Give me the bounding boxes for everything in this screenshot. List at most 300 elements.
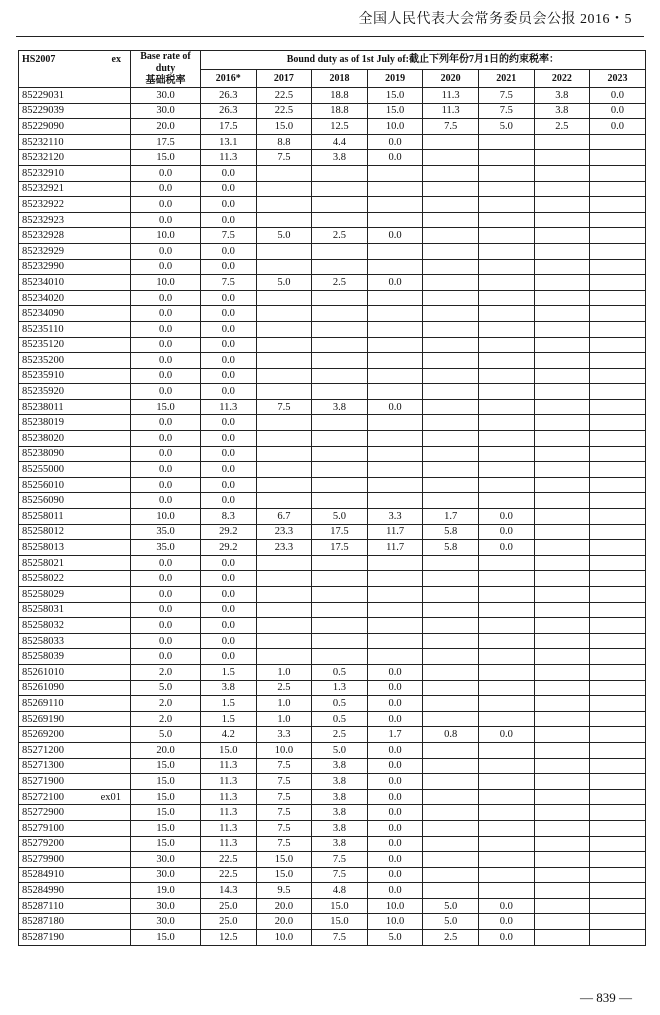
bound-duty-cell xyxy=(478,290,534,306)
bound-duty-cell xyxy=(423,415,479,431)
bound-duty-cell xyxy=(478,836,534,852)
bound-duty-cell xyxy=(590,555,646,571)
bound-duty-cell: 0.0 xyxy=(201,618,257,634)
base-rate-cell: 30.0 xyxy=(131,852,201,868)
bound-duty-table xyxy=(18,50,646,946)
bound-duty-cell xyxy=(590,321,646,337)
bound-duty-cell xyxy=(478,243,534,259)
table-row xyxy=(19,243,646,259)
bound-duty-cell: 15.0 xyxy=(367,88,423,104)
bound-duty-cell xyxy=(590,836,646,852)
bound-duty-cell: 15.0 xyxy=(201,742,257,758)
base-rate-cell: 15.0 xyxy=(131,789,201,805)
base-rate-cell: 20.0 xyxy=(131,119,201,135)
bound-duty-cell xyxy=(367,571,423,587)
bound-duty-cell: 0.0 xyxy=(201,181,257,197)
bound-duty-cell: 3.8 xyxy=(534,88,590,104)
bound-duty-cell xyxy=(312,353,368,369)
bound-duty-cell xyxy=(590,150,646,166)
hs-code-cell xyxy=(19,181,131,197)
bound-duty-cell: 1.0 xyxy=(256,664,312,680)
hs-code: 85235110 xyxy=(22,323,64,335)
bound-duty-cell: 18.8 xyxy=(312,103,368,119)
bound-duty-cell xyxy=(590,930,646,946)
bound-duty-cell xyxy=(423,306,479,322)
bound-duty-cell: 3.8 xyxy=(312,805,368,821)
hs-code: 85235910 xyxy=(22,370,64,382)
hs-code-cell xyxy=(19,290,131,306)
bound-duty-cell: 8.8 xyxy=(256,134,312,150)
bound-duty-cell: 0.0 xyxy=(201,446,257,462)
bound-duty-cell: 0.0 xyxy=(201,337,257,353)
bound-duty-cell: 0.0 xyxy=(367,774,423,790)
bound-duty-cell: 15.0 xyxy=(256,867,312,883)
bound-duty-cell: 1.0 xyxy=(256,696,312,712)
page-header-title: 全国人民代表大会常务委员会公报 2016・5 xyxy=(358,12,632,27)
table-row xyxy=(19,212,646,228)
bound-duty-cell xyxy=(312,555,368,571)
bound-duty-cell xyxy=(478,306,534,322)
hs-code: 85258032 xyxy=(22,619,64,631)
bound-duty-cell: 5.8 xyxy=(423,524,479,540)
bound-duty-cell xyxy=(312,587,368,603)
bound-duty-cell: 11.3 xyxy=(201,758,257,774)
bound-duty-cell xyxy=(256,181,312,197)
bound-duty-cell: 11.3 xyxy=(201,836,257,852)
bound-duty-cell xyxy=(590,353,646,369)
bound-duty-cell xyxy=(367,587,423,603)
bound-duty-cell xyxy=(367,618,423,634)
bound-duty-cell xyxy=(534,727,590,743)
bound-duty-cell xyxy=(256,368,312,384)
table-row xyxy=(19,618,646,634)
bound-duty-cell: 11.3 xyxy=(201,150,257,166)
bound-duty-cell xyxy=(256,602,312,618)
base-rate-cell: 0.0 xyxy=(131,618,201,634)
bound-duty-cell: 11.3 xyxy=(201,399,257,415)
table-row xyxy=(19,259,646,275)
bound-duty-cell xyxy=(590,134,646,150)
bound-duty-cell xyxy=(423,337,479,353)
bound-duty-cell xyxy=(590,649,646,665)
bound-duty-cell xyxy=(367,243,423,259)
hs-code-cell xyxy=(19,649,131,665)
bound-duty-cell xyxy=(478,415,534,431)
bound-duty-cell xyxy=(312,384,368,400)
hs-code: 85258013 xyxy=(22,542,64,554)
bound-duty-cell xyxy=(256,212,312,228)
bound-duty-cell xyxy=(478,680,534,696)
bound-duty-cell xyxy=(534,353,590,369)
hs-code: 85261090 xyxy=(22,682,64,694)
bound-duty-cell xyxy=(590,509,646,525)
bound-duty-cell xyxy=(478,181,534,197)
table-row xyxy=(19,711,646,727)
bound-duty-cell xyxy=(367,165,423,181)
bound-duty-cell xyxy=(534,898,590,914)
bound-duty-cell xyxy=(534,836,590,852)
bound-duty-cell: 29.2 xyxy=(201,540,257,556)
bound-duty-cell xyxy=(590,571,646,587)
table-row xyxy=(19,134,646,150)
bound-duty-cell: 0.0 xyxy=(201,462,257,478)
bound-duty-cell: 3.8 xyxy=(312,774,368,790)
bound-duty-cell xyxy=(590,306,646,322)
hs-code: 85258021 xyxy=(22,557,64,569)
hs-code: 85258011 xyxy=(22,510,64,522)
bound-duty-cell: 7.5 xyxy=(256,789,312,805)
bound-duty-cell xyxy=(256,165,312,181)
bound-duty-cell: 22.5 xyxy=(201,867,257,883)
hs-code-cell xyxy=(19,633,131,649)
bound-duty-cell xyxy=(478,446,534,462)
table-row xyxy=(19,197,646,213)
table-row xyxy=(19,883,646,899)
bound-duty-cell: 6.7 xyxy=(256,509,312,525)
bound-duty-cell: 9.5 xyxy=(256,883,312,899)
bound-duty-cell xyxy=(590,197,646,213)
bound-duty-cell: 7.5 xyxy=(312,852,368,868)
hs-code-cell xyxy=(19,306,131,322)
bound-duty-cell xyxy=(423,696,479,712)
bound-duty-cell xyxy=(256,633,312,649)
bound-duty-cell xyxy=(423,493,479,509)
bound-duty-cell xyxy=(423,602,479,618)
table-row xyxy=(19,399,646,415)
base-rate-cell: 0.0 xyxy=(131,493,201,509)
bound-duty-cell xyxy=(590,181,646,197)
bound-duty-cell xyxy=(590,290,646,306)
bound-duty-cell xyxy=(590,243,646,259)
base-rate-cell: 0.0 xyxy=(131,477,201,493)
bound-duty-cell: 5.0 xyxy=(312,742,368,758)
hs-code: 85234010 xyxy=(22,276,64,288)
base-rate-cell: 15.0 xyxy=(131,805,201,821)
bound-duty-cell xyxy=(534,758,590,774)
table-row xyxy=(19,914,646,930)
bound-duty-cell: 0.0 xyxy=(201,571,257,587)
bound-duty-cell xyxy=(534,618,590,634)
bound-duty-cell xyxy=(534,602,590,618)
bound-duty-cell xyxy=(534,493,590,509)
bound-duty-cell xyxy=(534,852,590,868)
base-rate-cell: 0.0 xyxy=(131,165,201,181)
bound-duty-cell xyxy=(534,680,590,696)
bound-duty-cell: 0.0 xyxy=(367,852,423,868)
bound-duty-cell xyxy=(590,228,646,244)
bound-duty-cell: 3.8 xyxy=(312,820,368,836)
bound-duty-cell xyxy=(590,446,646,462)
bound-duty-cell: 0.0 xyxy=(201,477,257,493)
bound-duty-cell: 3.8 xyxy=(312,789,368,805)
bound-duty-cell: 0.0 xyxy=(367,867,423,883)
bound-duty-cell xyxy=(590,493,646,509)
base-rate-cell: 0.0 xyxy=(131,212,201,228)
bound-duty-cell xyxy=(423,212,479,228)
hs-code: 85234020 xyxy=(22,292,64,304)
bound-duty-cell: 15.0 xyxy=(312,914,368,930)
table-row xyxy=(19,930,646,946)
base-rate-cell: 0.0 xyxy=(131,181,201,197)
bound-duty-cell xyxy=(590,820,646,836)
bound-duty-cell: 7.5 xyxy=(256,805,312,821)
bound-duty-cell: 0.0 xyxy=(367,664,423,680)
page-number: — 839 — xyxy=(580,990,632,1005)
bound-duty-cell xyxy=(534,742,590,758)
table-row xyxy=(19,696,646,712)
hs-code: 85271200 xyxy=(22,744,64,756)
table-row xyxy=(19,727,646,743)
hs-code-cell xyxy=(19,399,131,415)
bound-duty-cell xyxy=(478,337,534,353)
bound-duty-cell: 15.0 xyxy=(367,103,423,119)
bound-duty-cell xyxy=(423,321,479,337)
bound-duty-cell: 0.0 xyxy=(478,540,534,556)
bound-duty-cell xyxy=(478,867,534,883)
hs-code: 85279100 xyxy=(22,822,64,834)
bound-duty-cell xyxy=(256,618,312,634)
bound-duty-cell xyxy=(478,587,534,603)
bound-duty-cell xyxy=(534,789,590,805)
bound-duty-cell: 0.0 xyxy=(201,431,257,447)
bound-duty-cell xyxy=(256,587,312,603)
bound-duty-cell xyxy=(590,462,646,478)
table-row xyxy=(19,337,646,353)
hs-code: 85279200 xyxy=(22,838,64,850)
hs-code: 85229031 xyxy=(22,89,64,101)
bound-duty-cell xyxy=(423,774,479,790)
bound-duty-cell xyxy=(590,758,646,774)
bound-duty-cell: 15.0 xyxy=(256,119,312,135)
bound-duty-cell: 4.2 xyxy=(201,727,257,743)
bound-duty-cell: 0.8 xyxy=(423,727,479,743)
bound-duty-cell xyxy=(256,306,312,322)
bound-duty-cell: 3.3 xyxy=(367,509,423,525)
bound-duty-cell xyxy=(534,540,590,556)
bound-duty-cell: 0.0 xyxy=(478,509,534,525)
table-row xyxy=(19,88,646,104)
bound-duty-cell: 5.0 xyxy=(478,119,534,135)
bound-duty-cell: 12.5 xyxy=(201,930,257,946)
hs-code-cell xyxy=(19,867,131,883)
bound-duty-cell: 1.5 xyxy=(201,696,257,712)
bound-duty-cell xyxy=(478,384,534,400)
bound-duty-cell: 3.8 xyxy=(312,836,368,852)
bound-duty-cell xyxy=(478,321,534,337)
bound-duty-cell xyxy=(534,415,590,431)
bound-duty-cell xyxy=(590,867,646,883)
table-row xyxy=(19,368,646,384)
bound-duty-cell xyxy=(312,649,368,665)
bound-duty-cell xyxy=(367,633,423,649)
base-rate-cell: 30.0 xyxy=(131,914,201,930)
bound-duty-cell: 0.0 xyxy=(201,306,257,322)
bound-duty-cell xyxy=(478,353,534,369)
hs-code: 85287190 xyxy=(22,931,64,943)
bound-duty-cell: 0.0 xyxy=(201,649,257,665)
bound-duty-cell: 3.8 xyxy=(201,680,257,696)
bound-duty-cell: 13.1 xyxy=(201,134,257,150)
bound-duty-cell xyxy=(590,212,646,228)
hs-code: 85232990 xyxy=(22,261,64,273)
table-row xyxy=(19,820,646,836)
bound-duty-cell: 7.5 xyxy=(256,399,312,415)
table-row xyxy=(19,805,646,821)
bound-duty-cell xyxy=(367,602,423,618)
hs-code-cell xyxy=(19,150,131,166)
bound-duty-cell xyxy=(367,259,423,275)
bound-duty-cell: 1.7 xyxy=(423,509,479,525)
header-divider xyxy=(16,36,644,37)
bound-duty-cell: 0.0 xyxy=(367,789,423,805)
bound-duty-cell xyxy=(367,181,423,197)
table-row xyxy=(19,540,646,556)
bound-duty-cell: 4.8 xyxy=(312,883,368,899)
hs-code: 85232928 xyxy=(22,230,64,242)
bound-duty-cell xyxy=(423,664,479,680)
hs-code: 85232922 xyxy=(22,198,64,210)
bound-duty-cell xyxy=(423,820,479,836)
bound-duty-cell: 0.0 xyxy=(478,727,534,743)
bound-duty-cell xyxy=(478,571,534,587)
hs-code: 85279900 xyxy=(22,853,64,865)
hs-code-cell xyxy=(19,852,131,868)
bound-duty-cell: 5.0 xyxy=(312,509,368,525)
bound-duty-cell xyxy=(590,633,646,649)
bound-duty-cell xyxy=(478,883,534,899)
bound-duty-cell: 11.3 xyxy=(201,820,257,836)
hs-code-cell xyxy=(19,337,131,353)
bound-duty-cell: 7.5 xyxy=(256,150,312,166)
hs-code-cell xyxy=(19,774,131,790)
bound-duty-cell xyxy=(423,805,479,821)
hs-code: 85258029 xyxy=(22,588,64,600)
hs-code-cell xyxy=(19,275,131,291)
hs-code: 85238019 xyxy=(22,417,64,429)
bound-duty-cell: 7.5 xyxy=(201,228,257,244)
bound-duty-cell: 11.3 xyxy=(201,805,257,821)
bound-duty-cell xyxy=(423,165,479,181)
bound-duty-cell xyxy=(590,805,646,821)
bound-duty-cell xyxy=(367,462,423,478)
bound-duty-cell xyxy=(312,446,368,462)
bound-duty-cell xyxy=(256,649,312,665)
bound-duty-cell xyxy=(590,337,646,353)
base-rate-cell: 15.0 xyxy=(131,399,201,415)
bound-duty-cell: 7.5 xyxy=(256,758,312,774)
table-row xyxy=(19,275,646,291)
bound-duty-cell: 5.0 xyxy=(256,228,312,244)
bound-duty-cell: 0.0 xyxy=(201,353,257,369)
bound-duty-cell xyxy=(478,664,534,680)
bound-duty-cell xyxy=(423,384,479,400)
base-rate-cell: 0.0 xyxy=(131,415,201,431)
bound-duty-cell: 11.3 xyxy=(423,103,479,119)
base-rate-cell: 0.0 xyxy=(131,321,201,337)
hs-code-cell xyxy=(19,228,131,244)
table-row xyxy=(19,228,646,244)
bound-duty-cell: 7.5 xyxy=(423,119,479,135)
bound-duty-cell xyxy=(478,134,534,150)
bound-duty-cell: 22.5 xyxy=(256,103,312,119)
bound-duty-cell: 0.0 xyxy=(201,587,257,603)
bound-duty-cell xyxy=(423,742,479,758)
base-rate-cell: 2.0 xyxy=(131,711,201,727)
bound-duty-cell: 0.0 xyxy=(367,680,423,696)
bound-duty-cell xyxy=(478,165,534,181)
base-rate-cell: 35.0 xyxy=(131,524,201,540)
base-rate-cell: 0.0 xyxy=(131,602,201,618)
bound-duty-cell xyxy=(423,680,479,696)
hs-code-cell xyxy=(19,212,131,228)
bound-duty-cell xyxy=(590,680,646,696)
bound-duty-cell xyxy=(534,306,590,322)
bound-duty-cell: 0.0 xyxy=(367,150,423,166)
bound-duty-cell: 0.0 xyxy=(367,758,423,774)
hs-code: 85284990 xyxy=(22,885,64,897)
bound-duty-cell: 0.0 xyxy=(478,898,534,914)
bound-duty-cell xyxy=(367,368,423,384)
bound-duty-cell: 0.0 xyxy=(367,711,423,727)
base-rate-cell: 0.0 xyxy=(131,633,201,649)
bound-duty-cell: 7.5 xyxy=(478,103,534,119)
base-rate-cell: 15.0 xyxy=(131,774,201,790)
table-row xyxy=(19,836,646,852)
bound-duty-cell xyxy=(367,446,423,462)
bound-duty-cell: 0.0 xyxy=(367,275,423,291)
bound-duty-cell xyxy=(534,134,590,150)
bound-duty-cell: 0.0 xyxy=(590,88,646,104)
hs-code: 85256090 xyxy=(22,495,64,507)
hs-code: 85284910 xyxy=(22,869,64,881)
bound-duty-cell xyxy=(423,290,479,306)
bound-duty-cell xyxy=(534,368,590,384)
hs-code: 85256010 xyxy=(22,479,64,491)
table-row xyxy=(19,789,646,805)
hs-code: 85235120 xyxy=(22,339,64,351)
hs-code: 85238011 xyxy=(22,401,64,413)
hs-code: 85255000 xyxy=(22,464,64,476)
base-rate-cell: 30.0 xyxy=(131,898,201,914)
bound-duty-cell: 15.0 xyxy=(312,898,368,914)
hs-code-cell xyxy=(19,742,131,758)
bound-duty-cell: 0.5 xyxy=(312,664,368,680)
table-header xyxy=(19,51,646,88)
hs-code: 85235920 xyxy=(22,386,64,398)
hs-code-cell xyxy=(19,820,131,836)
bound-duty-cell xyxy=(534,914,590,930)
bound-duty-cell xyxy=(423,150,479,166)
bound-duty-cell: 3.8 xyxy=(312,150,368,166)
bound-duty-cell xyxy=(534,805,590,821)
hs-code-cell xyxy=(19,664,131,680)
hs-code-cell xyxy=(19,524,131,540)
hs-code: 85269190 xyxy=(22,713,64,725)
bound-duty-cell xyxy=(534,633,590,649)
bound-duty-cell xyxy=(423,618,479,634)
bound-duty-cell xyxy=(312,259,368,275)
bound-duty-cell: 17.5 xyxy=(312,540,368,556)
hs-code: 85261010 xyxy=(22,666,64,678)
bound-duty-cell: 26.3 xyxy=(201,88,257,104)
base-rate-cell: 15.0 xyxy=(131,836,201,852)
bound-duty-cell: 0.0 xyxy=(590,103,646,119)
bound-duty-cell: 15.0 xyxy=(256,852,312,868)
bound-duty-cell: 0.0 xyxy=(367,836,423,852)
bound-duty-cell: 5.0 xyxy=(256,275,312,291)
hs-code: 85232921 xyxy=(22,183,64,195)
base-rate-cell: 15.0 xyxy=(131,930,201,946)
